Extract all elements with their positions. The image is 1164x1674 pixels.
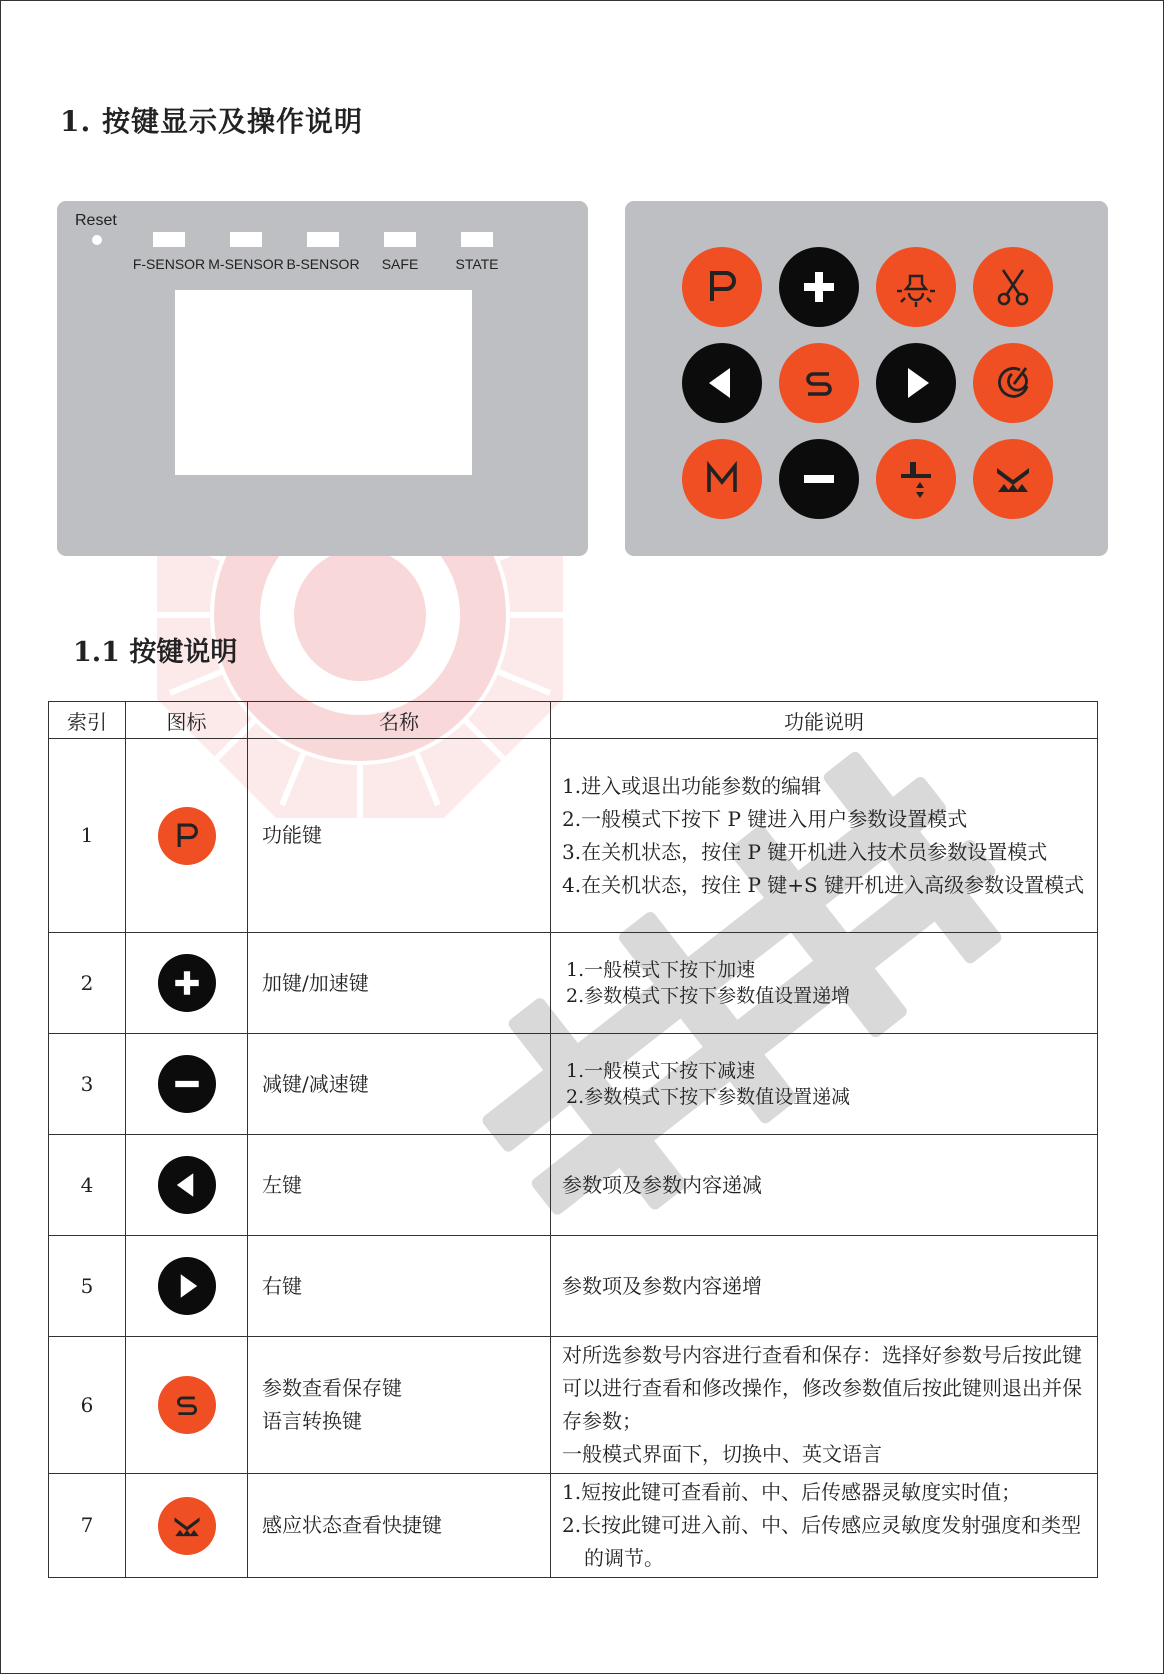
header-index: 索引 xyxy=(49,702,126,739)
foot-lift-key[interactable] xyxy=(876,439,956,519)
led-safe xyxy=(384,232,416,247)
right-key[interactable] xyxy=(876,343,956,423)
row-name xyxy=(248,1135,551,1236)
indicator-label: SAFE xyxy=(381,256,419,272)
m-key[interactable] xyxy=(682,439,762,519)
row-icon-cell xyxy=(126,739,248,933)
row-name xyxy=(248,933,551,1034)
led-state xyxy=(461,232,493,247)
lcd-screen xyxy=(175,290,472,475)
keypad-panel xyxy=(625,201,1108,556)
sensor-status-icon xyxy=(158,1497,216,1555)
row-icon-cell xyxy=(126,1034,248,1135)
name-line: 语言转换键 xyxy=(262,1409,362,1433)
row-index: 2 xyxy=(49,933,126,1034)
desc-line: 1.进入或退出功能参数的编辑 xyxy=(562,773,822,798)
desc-line: 3.在关机状态，按住 P 键开机进入技术员参数设置模式 xyxy=(562,839,1048,864)
letter-p-icon xyxy=(699,264,745,310)
row-icon-cell xyxy=(126,1236,248,1337)
sensor-status-icon xyxy=(990,456,1036,502)
row-index: 6 xyxy=(49,1337,126,1474)
name-line: 减键/减速键 xyxy=(262,1071,369,1096)
light-bulb-icon xyxy=(893,264,939,310)
desc-line: 参数项及参数内容递减 xyxy=(562,1172,762,1197)
indicator-label: M-SENSOR xyxy=(208,256,284,272)
row-description xyxy=(551,933,1098,1034)
p-key[interactable] xyxy=(682,247,762,327)
row-icon-cell xyxy=(126,1474,248,1578)
row-index: 1 xyxy=(49,739,126,933)
row-index: 5 xyxy=(49,1236,126,1337)
plus-icon xyxy=(796,264,842,310)
indicator-label: F-SENSOR xyxy=(132,256,206,272)
row-index: 4 xyxy=(49,1135,126,1236)
desc-line: 2.长按此键可进入前、中、后传感应灵敏度发射强度和类型的调节。 xyxy=(562,1513,1082,1570)
indicator-f-sensor xyxy=(132,232,206,272)
thread-key[interactable] xyxy=(973,343,1053,423)
p-key-icon xyxy=(158,807,216,865)
row-icon-cell xyxy=(126,933,248,1034)
name-line: 功能键 xyxy=(262,823,322,847)
subsection-title: 1.1 按键说明 xyxy=(73,637,238,668)
trim-key[interactable] xyxy=(973,247,1053,327)
row-description xyxy=(551,1034,1098,1135)
minus-key[interactable] xyxy=(779,439,859,519)
row-index: 7 xyxy=(49,1474,126,1578)
plus-key[interactable] xyxy=(779,247,859,327)
row-name xyxy=(248,1337,551,1474)
letter-s-icon xyxy=(796,360,842,406)
row-icon-cell xyxy=(126,1337,248,1474)
name-line: 右键 xyxy=(262,1273,302,1298)
table-row xyxy=(49,1474,1098,1578)
row-name xyxy=(248,1474,551,1578)
sensor-key[interactable] xyxy=(973,439,1053,519)
indicator-state xyxy=(455,232,499,272)
row-name xyxy=(248,1034,551,1135)
presser-foot-icon xyxy=(893,456,939,502)
desc-line: 2.参数模式下按下参数值设置递减 xyxy=(566,1086,851,1108)
letter-s-icon xyxy=(158,1376,216,1434)
display-panel xyxy=(57,201,588,556)
row-name xyxy=(248,1236,551,1337)
row-description xyxy=(551,1135,1098,1236)
left-key[interactable] xyxy=(682,343,762,423)
letter-m-icon xyxy=(699,456,745,502)
row-icon-cell xyxy=(126,1135,248,1236)
desc-line: 2.参数模式下按下参数值设置递增 xyxy=(566,985,851,1007)
light-key[interactable] xyxy=(876,247,956,327)
desc-line: 参数项及参数内容递增 xyxy=(562,1273,762,1298)
name-line: 左键 xyxy=(262,1172,302,1197)
indicator-label: STATE xyxy=(455,256,499,272)
row-description xyxy=(551,739,1098,933)
desc-line: 1.一般模式下按下加速 xyxy=(566,959,756,981)
minus-icon xyxy=(158,1055,216,1113)
row-index: 3 xyxy=(49,1034,126,1135)
led-m-sensor xyxy=(230,232,262,247)
table-row xyxy=(49,1337,1098,1474)
minus-icon xyxy=(796,456,842,502)
table-row xyxy=(49,1034,1098,1135)
triangle-right-icon xyxy=(158,1257,216,1315)
section-title: 1. 按键显示及操作说明 xyxy=(60,105,363,138)
triangle-left-icon xyxy=(158,1156,216,1214)
led-b-sensor xyxy=(307,232,339,247)
s-key[interactable] xyxy=(779,343,859,423)
name-line: 加键/加速键 xyxy=(262,970,369,995)
table-row xyxy=(49,933,1098,1034)
table-row xyxy=(49,1236,1098,1337)
table-row xyxy=(49,739,1098,933)
row-description xyxy=(551,1474,1098,1578)
table-row xyxy=(49,1135,1098,1236)
header-name: 名称 xyxy=(248,702,551,739)
name-line: 参数查看保存键 xyxy=(262,1376,402,1400)
header-icon: 图标 xyxy=(126,702,248,739)
name-line: 感应状态查看快捷键 xyxy=(262,1513,442,1537)
table-header-row xyxy=(49,702,1098,739)
reset-label: Reset xyxy=(75,212,117,229)
triangle-left-icon xyxy=(699,360,745,406)
desc-line: 对所选参数号内容进行查看和保存：选择好参数号后按此键可以进行查看和修改操作，修改参数值后按此键则退出并保存参数； xyxy=(562,1343,1082,1433)
desc-line: 1.短按此键可查看前、中、后传感器灵敏度实时值； xyxy=(562,1480,1022,1504)
indicator-b-sensor xyxy=(286,232,360,272)
scissors-icon xyxy=(990,264,1036,310)
header-function: 功能说明 xyxy=(551,702,1098,739)
indicator-safe xyxy=(381,232,419,272)
desc-line: 一般模式界面下，切换中、英文语言 xyxy=(562,1442,882,1466)
row-name xyxy=(248,739,551,933)
indicator-m-sensor xyxy=(208,232,284,272)
desc-line: 1.一般模式下按下减速 xyxy=(566,1060,756,1082)
key-description-table xyxy=(48,701,1098,1578)
led-f-sensor xyxy=(153,232,185,247)
row-description xyxy=(551,1236,1098,1337)
reset-button[interactable] xyxy=(92,235,102,245)
indicator-label: B-SENSOR xyxy=(286,256,360,272)
desc-line: 4.在关机状态，按住 P 键+S 键开机进入高级参数设置模式 xyxy=(562,872,1085,897)
thread-spiral-icon xyxy=(990,360,1036,406)
row-description xyxy=(551,1337,1098,1474)
triangle-right-icon xyxy=(893,360,939,406)
plus-icon xyxy=(158,954,216,1012)
desc-line: 2.一般模式下按下 P 键进入用户参数设置模式 xyxy=(562,806,968,831)
